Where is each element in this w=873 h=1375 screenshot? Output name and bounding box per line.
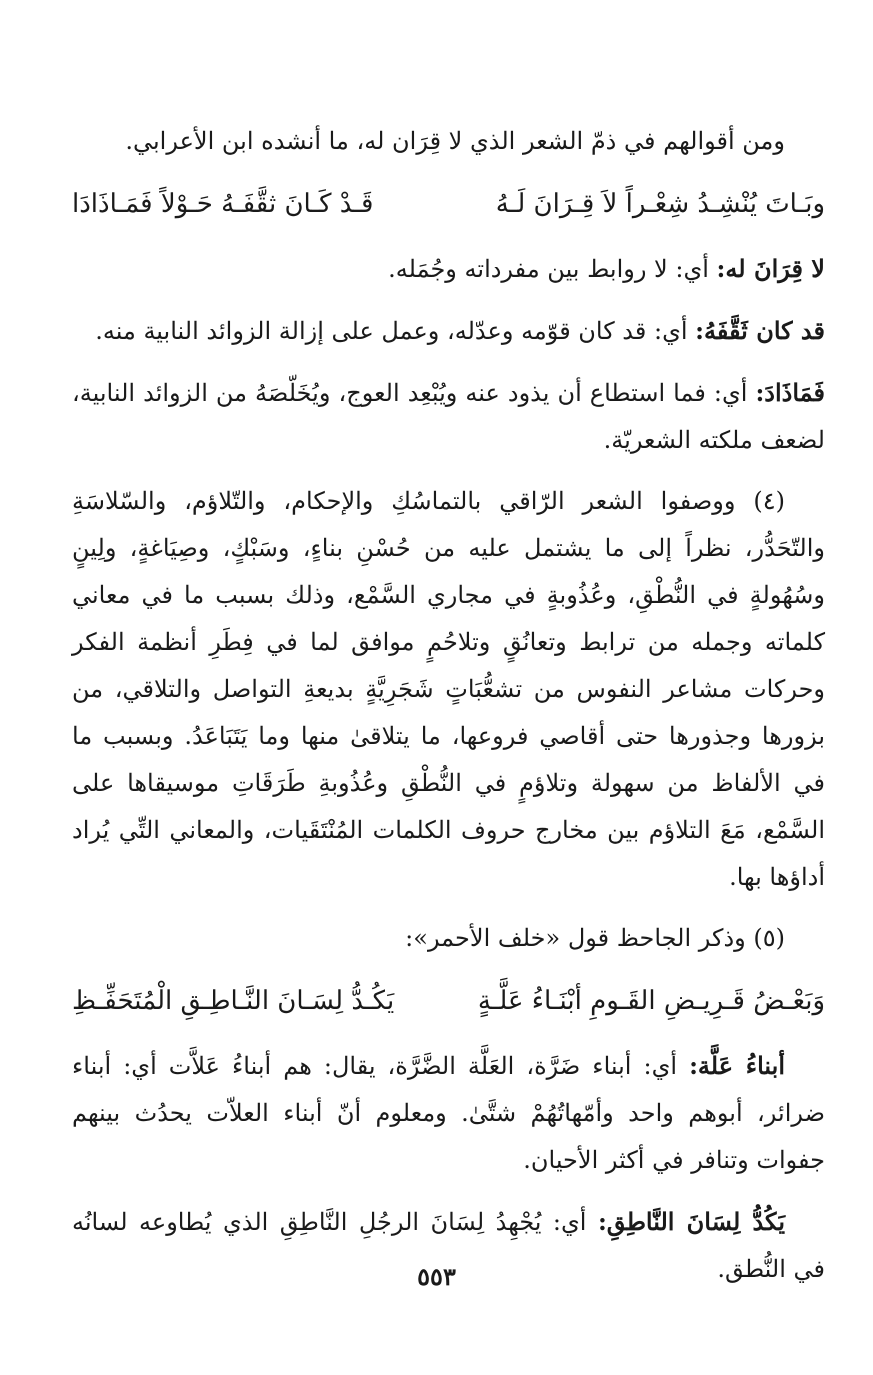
gloss-term: فَمَاذَادَ:: [755, 378, 825, 407]
verse-1: [72, 179, 825, 229]
gloss-term: قد كان ثَقَّفَهُ:: [695, 316, 825, 345]
verse-1-first-hemistich: وبَـاتَ يُنْشِـدُ شِعْـراً لاَ قِـرَانَ لَـهُ: [495, 189, 825, 219]
section-4-paragraph: (٤) ووصفوا الشعر الرّاقي بالتماسُكِ والإحكام، والتّلاؤم، والسّلاسَةِ والتّحَدُّر، نظراً إلى ما يشتمل عليه من حُسْنِ بناءٍ، وسَبْكٍ، وصِيَاغةٍ، ولِينٍ وسُهُولةٍ في النُّطْقِ، وعُذُوبةٍ في مجاري السَّمْع، وذلك بسبب ما في معاني كلماته وجمله من ترابط وتعانُقٍ وتلاحُمٍ موافق لما في فِطَرِ أنظمة الفكر وحركات مشاعر النفوس من تشعُّبَاتٍ شَجَرِيَّةٍ بديعةِ التواصل والتلاقي، من بزورها وجذورها حتى أقاصي فروعها، ما يتلاقىٰ منها وما يَتَبَاعَدُ. وبسبب ما في الألفاظ من سهولة وتلاؤمٍ في النُّطْقِ وعُذُوبةِ طَرَقَاتِ موسيقاها على السَّمْع، مَعَ التلاؤم بين مخارج حروف الكلمات المُنْتَقَيات، والمعاني التِّي يُراد أداؤها بها.: [72, 487, 825, 891]
gloss-la-qiran: [72, 245, 825, 293]
gloss-text: أي: فما استطاع أن يذود عنه ويُبْعِد العوج، ويُخَلّصَهُ من الزوائد النابية، لضعف ملكته الشعريّة.: [72, 379, 825, 454]
gloss-thaqqafahu: [72, 307, 825, 355]
page-body: [72, 118, 825, 1307]
verse-1-second-hemistich: قَـدْ كَـانَ ثقَّفَـهُ حَـوْلاً فَمَـاذَادَا: [72, 189, 374, 219]
gloss-text: أي: أبناء ضَرَّة، العَلَّة الضَّرَّة، يقال: هم أبناءُ عَلاَّت أي: أبناء ضرائر، أبوهم واحد وأمّهاتُهُمْ شتَّىٰ. ومعلوم أنّ أبناء العلاّت يحدُث بينهم جفوات وتنافر في أكثر الأحيان.: [72, 1052, 825, 1174]
gloss-abna-allah: [72, 1042, 825, 1184]
gloss-fama-dhad: [72, 369, 825, 464]
section-5-heading: (٥) وذكر الجاحظ قول «خلف الأحمر»:: [405, 924, 785, 952]
gloss-term: يَكُدُّ لِسَانَ النَّاطِقِ:: [597, 1207, 785, 1236]
gloss-text: أي: لا روابط بين مفرداته وجُمَله.: [388, 255, 717, 283]
gloss-term: لا قِرَانَ له:: [716, 254, 825, 283]
verse-2-second-hemistich: يَكُـدُّ لِسَـانَ النَّـاطِـقِ الْمُتَحَفِّـظِ: [72, 986, 395, 1016]
gloss-text: أي: يُجْهِدُ لِسَانَ الرجُلِ النَّاطِقِ الذي يُطاوعه لسانُه في النُّطق.: [72, 1208, 825, 1283]
gloss-term: أبناءُ عَلَّة:: [689, 1051, 785, 1080]
gloss-text: أي: قد كان قوّمه وعدّله، وعمل على إزالة الزوائد النابية منه.: [95, 317, 696, 345]
verse-2-first-hemistich: وَبَعْـضُ قَـرِيـضِ القَـومِ أبْنَـاءُ عَلَّـةٍ: [477, 986, 825, 1016]
page-number: ٥٥٣: [417, 1262, 456, 1291]
intro-paragraph: ومن أقوالهم في ذمّ الشعر الذي لا قِرَان له، ما أنشده ابن الأعرابي.: [125, 127, 785, 155]
verse-2: [72, 976, 825, 1026]
